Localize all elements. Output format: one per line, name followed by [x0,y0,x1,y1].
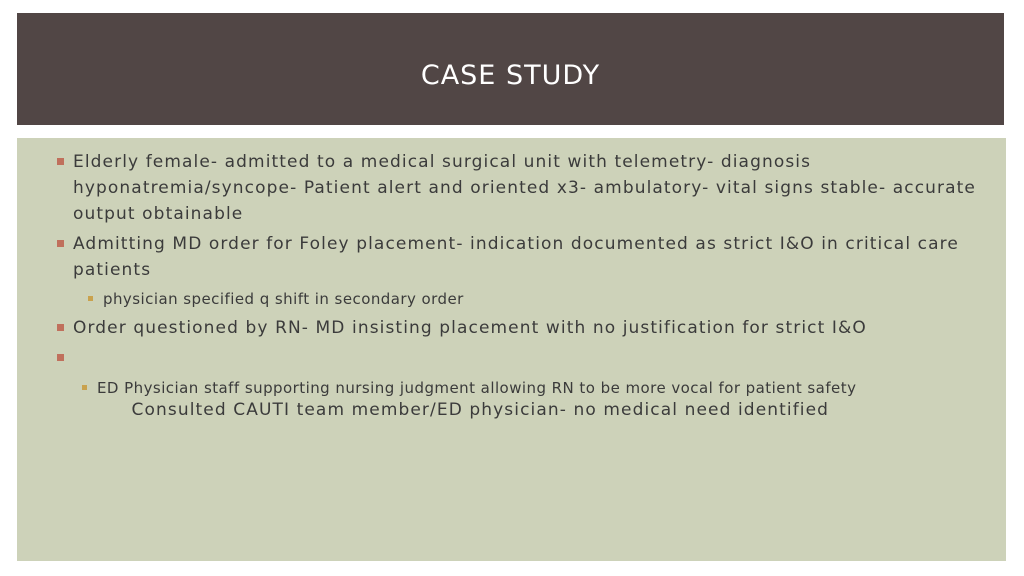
sub-bullet-text: ED Physician staff supporting nursing judgment allowing RN to be more vocal for patient safety [97,379,857,397]
small-square-bullet-icon [82,385,87,390]
bullet-text: Order questioned by RN- MD insisting placement with no justification for strict I&O [73,318,867,338]
bullet-item [73,149,993,227]
square-bullet-icon [57,324,64,331]
bullet-item [73,315,993,341]
bullet-text: Consulted CAUTI team member/ED physician- no medical need identified [125,400,830,420]
sub-bullet-item [103,289,983,309]
bullet-item [73,231,993,283]
content-area [17,138,1006,561]
bullet-text: Elderly female- admitted to a medical surgical unit with telemetry- diagnosis hyponatremia/syncope- Patient alert and oriented x3- ambulatory- vital signs stable- accurate output obtainable [73,152,976,224]
slide-title: CASE STUDY [420,59,601,91]
sub-bullet-item [97,378,997,398]
square-bullet-icon [57,354,64,361]
bullet-text: Admitting MD order for Foley placement- indication documented as strict I&O in critical care patients [73,234,959,280]
sub-bullet-text: physician specified q shift in secondary order [103,290,464,308]
small-square-bullet-icon [88,296,93,301]
square-bullet-icon [57,240,64,247]
title-band [17,13,1004,125]
square-bullet-icon [57,158,64,165]
